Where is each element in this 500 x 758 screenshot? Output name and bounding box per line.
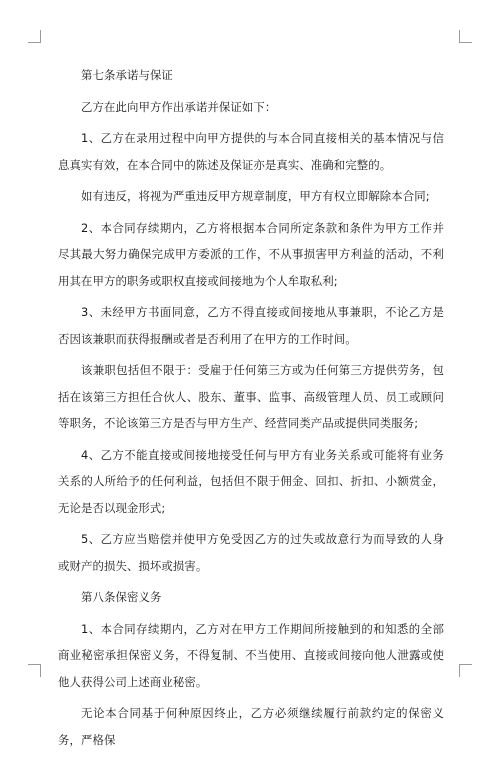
paragraph-clause-5: 5、乙方应当赔偿并使甲方免受因乙方的过失或故意行为而导致的人身或财产的损失、损坏或损害。 xyxy=(58,532,444,573)
paragraph-confidentiality-continuation: 无论本合同基于何种原因终止，乙方必须继续履行前款约定的保密义务，严格保 xyxy=(58,706,444,747)
section-heading-article-7: 第七条承诺与保证 xyxy=(81,68,173,82)
document-body xyxy=(58,62,444,758)
paragraph-violation-note: 如有违反，将视为严重违反甲方规章制度，甲方有权立即解除本合同; xyxy=(81,189,430,203)
crop-mark-bottom-right xyxy=(459,664,472,677)
paragraph-part-time-scope: 该兼职包括但不限于：受雇于任何第三方或为任何第三方提供劳务，包括在该第三方担任合伙人、股东、董事、监事、高级管理人员、员工或顾问等职务，不论该第三方是否与甲方生产、经营同类产品或提供同类服务; xyxy=(58,363,444,430)
crop-mark-bottom-left xyxy=(28,664,41,677)
paragraph-confidentiality-1: 1、本合同存续期内，乙方对在甲方工作期间所接触到的和知悉的全部商业秘密承担保密义务，不得复制、不当使用、直接或间接向他人泄露或使他人获得公司上述商业秘密。 xyxy=(58,621,444,689)
paragraph-intro: 乙方在此向甲方作出承诺并保证如下： xyxy=(81,99,277,114)
paragraph-clause-2: 2、本合同存续期内，乙方将根据本合同所定条款和条件为甲方工作并尽其最大努力确保完成甲方委派的工作，不从事损害甲方利益的活动，不利用其在甲方的职务或职权直接或间接地为个人牟取私利; xyxy=(58,220,444,288)
crop-mark-top-left xyxy=(28,30,41,43)
section-heading-article-8: 第八条保密义务 xyxy=(81,590,162,604)
crop-mark-top-right xyxy=(459,30,472,43)
paragraph-clause-4: 4、乙方不能直接或间接地接受任何与甲方有业务关系或可能将有业务关系的人所给予的任何利益，包括但不限于佣金、回扣、折扣、小额赏金，无论是否以现金形式; xyxy=(58,447,444,515)
paragraph-clause-1: 1、乙方在录用过程中向甲方提供的与本合同直接相关的基本情况与信息真实有效，在本合同中的陈述及保证亦是真实、准确和完整的。 xyxy=(58,131,444,172)
paragraph-clause-3: 3、未经甲方书面同意，乙方不得直接或间接地从事兼职，不论乙方是否因该兼职而获得报酬或者是否利用了在甲方的工作时间。 xyxy=(58,305,444,346)
